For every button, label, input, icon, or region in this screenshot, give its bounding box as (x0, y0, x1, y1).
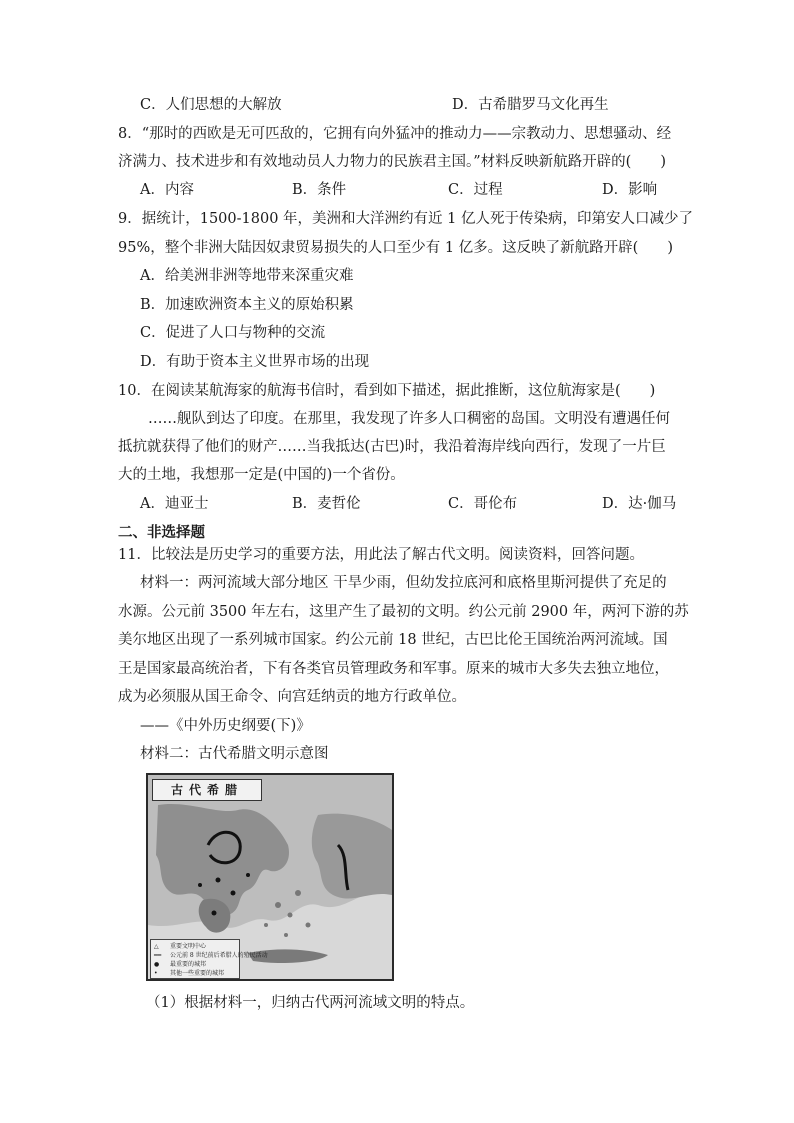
q8-stem-line2: 济满力、技术进步和有效地动员人力物力的民族君主国。”材料反映新航路开辟的( ) (118, 154, 666, 170)
q11-material1-line4: 王是国家最高统治者，下有各类官员管理政务和军事。原来的城市大多失去独立地位， (118, 661, 669, 677)
q9-stem-line1: 9．据统计，1500-1800 年，美洲和大洋洲约有近 1 亿人死于传染病，印第安人口减少了 (118, 211, 693, 227)
section-heading-non-choice: 二、非选择题 (118, 524, 205, 541)
filled-dot-icon: ● (154, 961, 160, 968)
q10-option-b: B．麦哲伦 (292, 496, 361, 512)
ancient-greece-map (146, 773, 394, 981)
q9-option-b: B．加速欧洲资本主义的原始积累 (140, 297, 354, 313)
triangle-icon: △ (154, 943, 159, 950)
q7-option-c: C．人们思想的大解放 (140, 97, 282, 113)
q7-option-d: D．古希腊罗马文化再生 (452, 97, 609, 113)
legend-item: △ 重要文明中心 (154, 943, 207, 950)
q10-quote-line3: 大的土地，我想那一定是(中国的)一个省份。 (118, 467, 405, 483)
q11-material1-line3: 美尔地区出现了一系列城市国家。约公元前 18 世纪，古巴比伦王国统治两河流域。国 (118, 632, 668, 648)
q11-material1-line5: 成为必须服从国王命令、向宫廷纳贡的地方行政单位。 (118, 689, 466, 705)
q10-option-c: C．哥伦布 (448, 496, 518, 512)
legend-item: ━━ 公元前 8 世纪前后希腊人的殖民活动 (154, 952, 268, 959)
q9-option-c: C．促进了人口与物种的交流 (140, 325, 326, 341)
small-dot-icon: • (154, 970, 158, 977)
q11-subquestion-1: （1）根据材料一，归纳古代两河流域文明的特点。 (146, 995, 475, 1011)
q8-option-d: D．影响 (602, 182, 658, 198)
q8-stem-line1: 8．“那时的西欧是无可匹敌的，它拥有向外猛冲的推动力——宗教动力、思想骚动、经 (118, 126, 672, 142)
legend-item: • 其他一些重要的城邦 (154, 970, 225, 977)
map-legend (150, 939, 268, 979)
q11-material1-line2: 水源。公元前 3500 年左右，这里产生了最初的文明。约公元前 2900 年，两河下游的苏 (118, 604, 689, 620)
q9-option-a: A．给美洲非洲等地带来深重灾难 (140, 268, 354, 284)
q11-source: ——《中外历史纲要(下)》 (140, 718, 311, 734)
q10-quote-line1: ……舰队到达了印度。在那里，我发现了许多人口稠密的岛国。文明没有遭遇任何 (148, 411, 670, 427)
q11-material2-caption: 材料二：古代希腊文明示意图 (140, 746, 329, 762)
q10-option-d: D．达·伽马 (602, 496, 677, 512)
q8-option-c: C．过程 (448, 182, 503, 198)
map-title: 古代希腊 (152, 779, 262, 801)
route-line-icon: ━━ (154, 952, 162, 959)
q11-material1-line1: 材料一：两河流域大部分地区 干旱少雨，但幼发拉底河和底格里斯河提供了充足的 (140, 575, 667, 591)
q10-stem: 10．在阅读某航海家的航海书信时，看到如下描述，据此推断，这位航海家是( ) (118, 383, 656, 399)
q11-stem: 11．比较法是历史学习的重要方法，用此法了解古代文明。阅读资料，回答问题。 (118, 547, 644, 563)
legend-item: ● 最重要的城邦 (154, 961, 207, 968)
q10-quote-line2: 抵抗就获得了他们的财产……当我抵达(古巴)时，我沿着海岸线向西行，发现了一片巨 (118, 439, 666, 455)
q8-option-a: A．内容 (140, 182, 194, 198)
q9-option-d: D．有助于资本主义世界市场的出现 (140, 354, 370, 370)
q9-stem-line2: 95%，整个非洲大陆因奴隶贸易损失的人口至少有 1 亿多。这反映了新航路开辟( ) (118, 240, 673, 256)
q8-option-b: B．条件 (292, 182, 347, 198)
q10-option-a: A．迪亚士 (140, 496, 209, 512)
